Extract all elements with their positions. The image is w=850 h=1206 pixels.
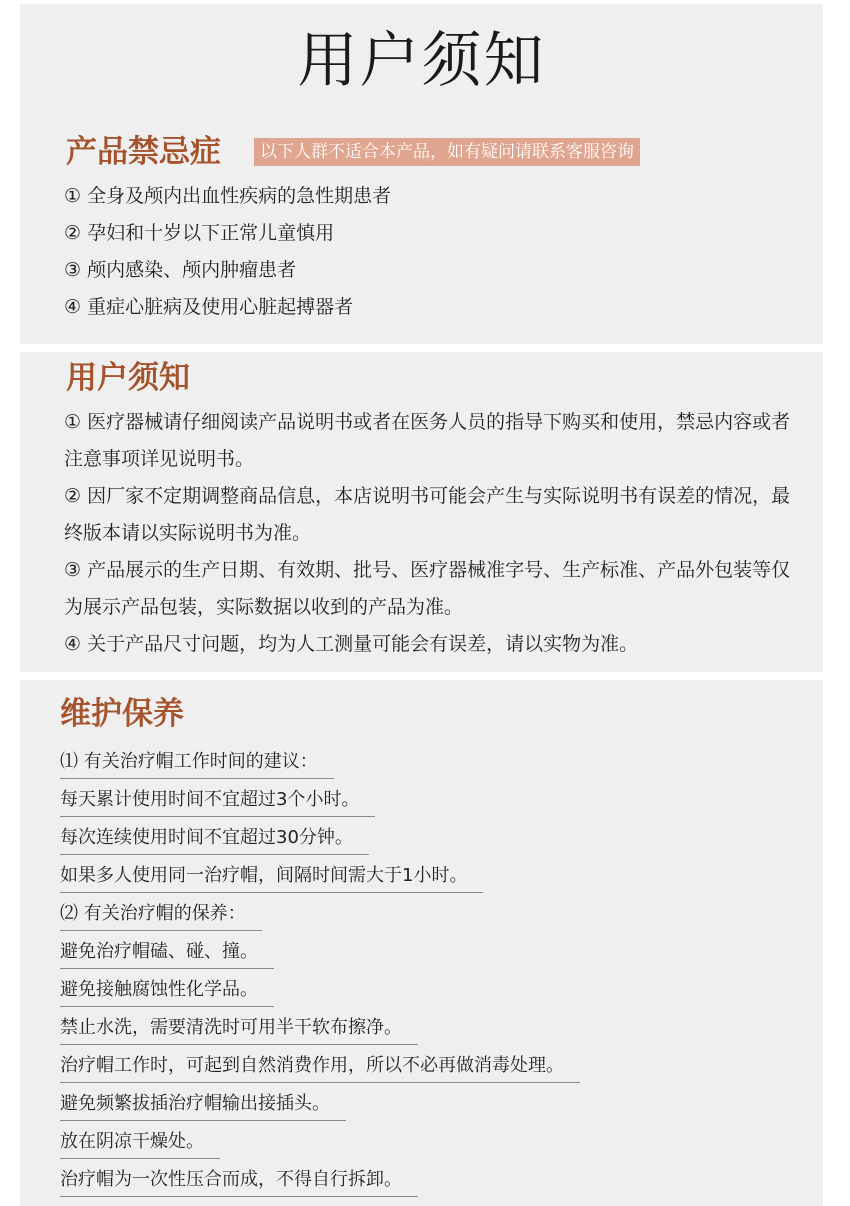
user-notice-panel (20, 352, 823, 672)
user-notice-list (64, 404, 804, 663)
list-item: ① 医疗器械请仔细阅读产品说明书或者在医务人员的指导下购买和使用，禁忌内容或者注意事项详见说明书。 (64, 411, 791, 470)
maintenance-heading: 维护保养 (60, 696, 184, 732)
list-item: ② 因厂家不定期调整商品信息，本店说明书可能会产生与实际说明书有误差的情况，最终版本请以实际说明书为准。 (64, 485, 791, 544)
list-item: ⑴ 有关治疗帽工作时间的建议： (60, 746, 334, 779)
list-item: 避免接触腐蚀性化学品。 (60, 974, 274, 1007)
list-item: ③ 产品展示的生产日期、有效期、批号、医疗器械准字号、生产标准、产品外包装等仅为展示产品包装，实际数据以收到的产品为准。 (64, 559, 791, 618)
maintenance-panel (20, 680, 823, 1206)
contraindications-badge: 以下人群不适合本产品，如有疑问请联系客服咨询 (254, 138, 640, 166)
contraindications-list (64, 178, 391, 326)
user-notice-heading: 用户须知 (66, 360, 190, 396)
list-item: 治疗帽工作时，可起到自然消费作用，所以不必再做消毒处理。 (60, 1050, 580, 1083)
list-item: ④ 关于产品尺寸问题，均为人工测量可能会有误差，请以实物为准。 (64, 633, 639, 655)
list-item: ② 孕妇和十岁以下正常儿童慎用 (64, 222, 335, 244)
list-item: ① 全身及颅内出血性疾病的急性期患者 (64, 185, 392, 207)
list-item: 如果多人使用同一治疗帽，间隔时间需大于1小时。 (60, 860, 483, 893)
list-item: 避免频繁拔插治疗帽输出接插头。 (60, 1088, 346, 1121)
list-item: 禁止水洗，需要清洗时可用半干软布擦净。 (60, 1012, 418, 1045)
list-item: 每天累计使用时间不宜超过3个小时。 (60, 784, 375, 817)
list-item: 每次连续使用时间不宜超过30分钟。 (60, 822, 369, 855)
list-item: ③ 颅内感染、颅内肿瘤患者 (64, 259, 297, 281)
maintenance-list (60, 746, 580, 1202)
list-item: 放在阴凉干燥处。 (60, 1126, 220, 1159)
contraindications-panel (20, 4, 823, 344)
list-item: 避免治疗帽磕、碰、撞。 (60, 936, 274, 969)
list-item: ⑵ 有关治疗帽的保养： (60, 898, 262, 931)
page-title: 用户须知 (297, 26, 546, 96)
list-item: 治疗帽为一次性压合而成，不得自行拆卸。 (60, 1164, 418, 1197)
contraindications-heading: 产品禁忌症 (66, 134, 221, 170)
list-item: ④ 重症心脏病及使用心脏起搏器者 (64, 296, 354, 318)
